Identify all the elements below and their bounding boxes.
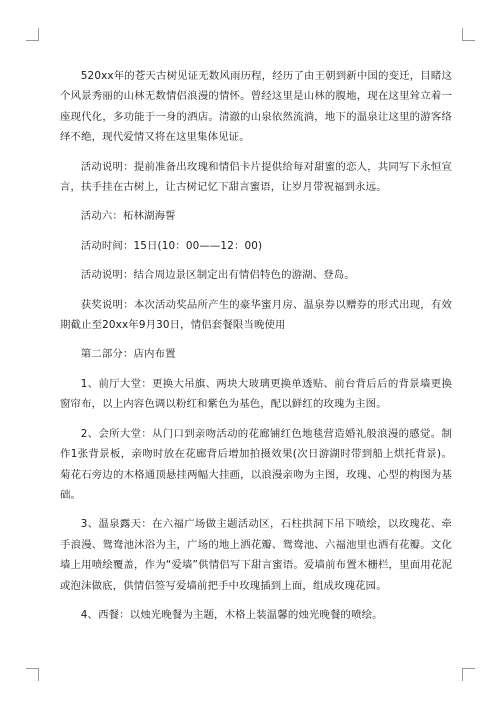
paragraph-activity-time: 活动时间：15日(10：00——12：00): [80, 239, 263, 252]
paragraph-intro: 520xx年的苍天古树见证无数风雨历程，经历了由王朝到新中国的变迁，目睹这个风景秀丽的山林无数情侣浪漫的情怀。曾经这里是山林的腹地，现在这里耸立着一座现代化，多功能于一身的酒店。清澈的山泉依然流淌，地下的温泉让这里的游客络绎不绝，现代爱情又将在这里集体见证。: [60, 70, 452, 144]
paragraph-prize-note: 获奖说明：本次活动奖品所产生的豪华蜜月房、温泉券以赠券的形式出现，有效期截止至20xx年9月30日，情侣套餐限当晚使用: [60, 298, 452, 332]
crop-mark-bottom-right: [462, 668, 475, 681]
crop-mark-top-right: [462, 28, 475, 41]
paragraph-lobby: 1、前厅大堂：更换大吊旗、两块大玻璃更换单透贴、前台背后后的背景墙更换窗帘布，以上内容色调以粉红和紫色为基色，配以鲜红的玫瑰为主图。: [60, 377, 452, 411]
paragraph-part-two-title: 第二部分：店内布置: [80, 348, 176, 361]
paragraph-hot-spring: 3、温泉露天：在六福广场做主题活动区，石柱拱洞下吊下喷绘，以玫瑰花、牵手浪漫、鸳鸯池沐浴为主，广场的地上洒花瓣、鸳鸯池、六福池里也洒有花瓣。文化墙上用喷绘覆盖，作为“爱墙”供情侣写下甜言蜜语。爱墙前布置木栅栏，里面用花泥或泡沫做底，供情侣签写爱墙前把手中玫瑰插到上面，组成玫瑰花园。: [60, 518, 452, 592]
paragraph-activity-six-note: 活动说明：结合周边景区制定出有情侣特色的游湖、登岛。: [80, 269, 355, 282]
crop-mark-bottom-left: [26, 668, 39, 681]
paragraph-activity-note: 活动说明：提前准备出玫瑰和情侣卡片提供给每对甜蜜的恋人，共同写下永恒宣言，扶手挂在古树上，让古树记忆下甜言蜜语，让岁月带祝福到永远。: [60, 160, 452, 194]
document-body: [60, 66, 452, 634]
paragraph-western-dining: 4、西餐：以烛光晚餐为主题，木格上装温馨的烛光晚餐的喷绘。: [80, 608, 383, 621]
paragraph-club-lobby: 2、会所大堂：从门口到亲吻活动的花廊铺红色地毯营造婚礼般浪漫的感觉。制作1张背景板，亲吻时放在花廊背后增加拍摄效果(次日游湖时带到船上烘托背景)。菊花石旁边的木格通顶悬挂两幅大挂画，以浪漫亲吻为主图，玫瑰、心型的构图为基础。: [60, 427, 452, 501]
paragraph-activity-six-title: 活动六：柘林湖海誓: [80, 210, 176, 223]
crop-mark-top-left: [26, 28, 39, 41]
